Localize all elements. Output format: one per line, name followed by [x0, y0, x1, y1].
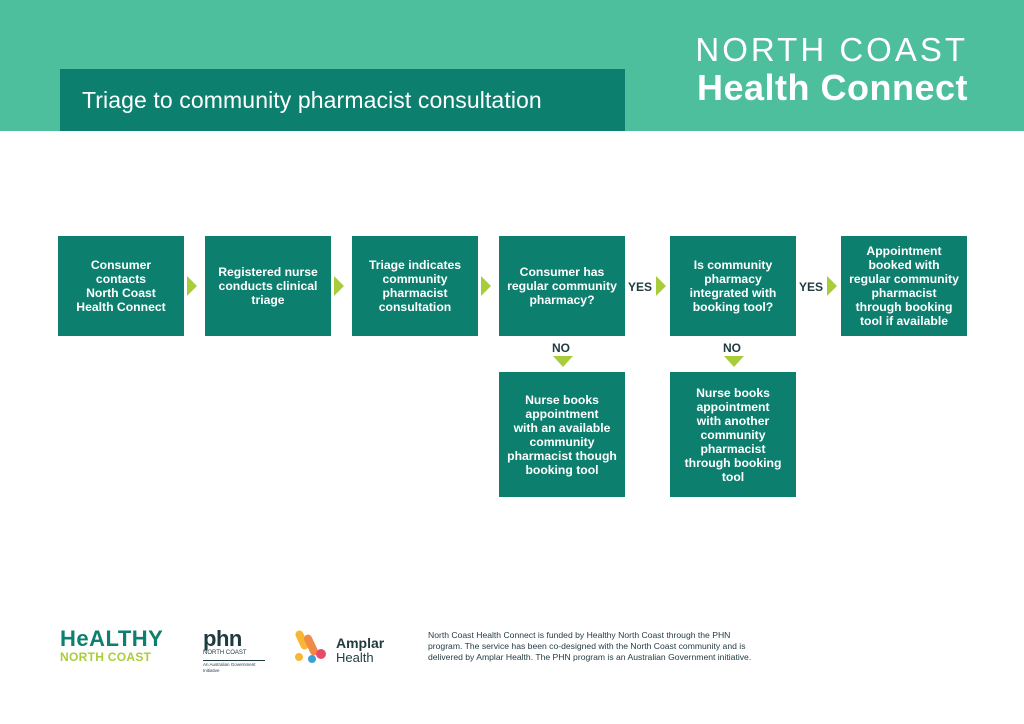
amplar-health-logo: [336, 636, 384, 665]
box-consumer-contacts: [58, 236, 184, 336]
box-triage-indicates: [352, 236, 478, 336]
amplar-logo-line1: Amplar: [336, 635, 385, 651]
label-yes-2: YES: [799, 280, 824, 294]
label-yes-1: YES: [628, 280, 653, 294]
phn-logo-line3: An Australian Government Initiative: [203, 660, 265, 674]
box-integrated-question: [670, 236, 796, 336]
box-nurse-books-available: [499, 372, 625, 497]
box-consumer-contacts-text: Consumer contacts North Coast Health Connect: [76, 258, 166, 314]
arrow-right-2: [334, 276, 344, 296]
brand-logo: [695, 32, 968, 108]
healthy-north-coast-logo: [60, 628, 163, 664]
footer-note: North Coast Health Connect is funded by Healthy North Coast through the PHN program. The service has been co-designed with the North Coast community and is delivered by Amplar Health. The PHN program is an Australian Government initiative.: [428, 630, 752, 662]
healthy-logo-line2: NORTH COAST: [60, 650, 152, 664]
healthy-logo-line1: HeALTHY: [60, 626, 164, 651]
box-nurse-books-another: [670, 372, 796, 497]
page-title-text: Triage to community pharmacist consultation: [82, 86, 542, 113]
arrow-right-4: [656, 276, 666, 296]
page-title: [60, 69, 625, 131]
amplar-mark-icon: [292, 626, 332, 666]
arrow-right-1: [187, 276, 197, 296]
arrow-right-3: [481, 276, 491, 296]
label-no-2: NO: [723, 341, 741, 355]
arrow-down-2: [724, 356, 744, 367]
phn-logo-line1: phn: [203, 626, 242, 651]
box-integrated-question-text: Is community pharmacy integrated with booking tool?: [689, 258, 777, 314]
brand-line2: Health Connect: [696, 67, 968, 108]
box-appointment-booked-text: Appointment booked with regular community pharmacist through booking tool if available: [849, 244, 959, 328]
box-regular-pharmacy-question-text: Consumer has regular community pharmacy?: [507, 265, 617, 307]
box-triage-indicates-text: Triage indicates community pharmacist consultation: [368, 258, 462, 314]
box-nurse-triage-text: Registered nurse conducts clinical triage: [218, 265, 318, 307]
phn-logo: [203, 628, 265, 674]
amplar-logo-line2: Health: [336, 650, 374, 665]
arrow-down-1: [553, 356, 573, 367]
box-nurse-books-another-text: Nurse books appointment with another community pharmacist through booking tool: [684, 385, 782, 484]
box-regular-pharmacy-question: [499, 236, 625, 336]
phn-logo-line2: NORTH COAST: [203, 650, 247, 656]
label-no-1: NO: [552, 341, 570, 355]
box-nurse-books-available-text: Nurse books appointment with an available community pharmacist though booking tool: [507, 392, 617, 477]
box-nurse-triage: [205, 236, 331, 336]
brand-line1: NORTH COAST: [695, 31, 968, 68]
box-appointment-booked: [841, 236, 967, 336]
arrow-right-5: [827, 276, 837, 296]
